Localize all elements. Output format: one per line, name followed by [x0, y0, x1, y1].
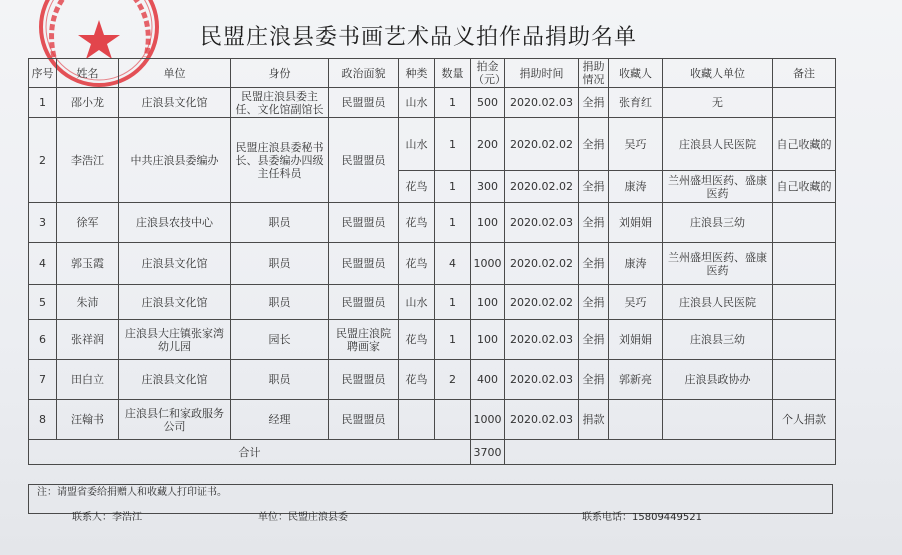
cell-qty: 1 — [435, 171, 471, 203]
cell-collector-unit: 庄浪县人民医院 — [663, 285, 773, 320]
cell-kind: 山水 — [399, 88, 435, 118]
contact-unit: 单位：民盟庄浪县委 — [258, 512, 348, 523]
cell-position: 民盟庄浪县委主任、文化馆副馆长 — [231, 88, 329, 118]
cell-time: 2020.02.03 — [505, 360, 579, 400]
cell-kind — [399, 400, 435, 440]
header-kind: 种类 — [399, 59, 435, 88]
cell-qty: 1 — [435, 285, 471, 320]
cell-time: 2020.02.03 — [505, 203, 579, 243]
cell-politics: 民盟盟员 — [329, 203, 399, 243]
cell-collector: 吴巧 — [609, 118, 663, 171]
table-row — [29, 88, 836, 118]
cell-no: 3 — [29, 203, 57, 243]
cell-name: 徐军 — [57, 203, 119, 243]
cell-collector-unit: 庄浪县三幼 — [663, 320, 773, 360]
cell-collector: 吴巧 — [609, 285, 663, 320]
cell-unit: 中共庄浪县委编办 — [119, 118, 231, 203]
cell-qty: 2 — [435, 360, 471, 400]
cell-no: 5 — [29, 285, 57, 320]
cell-kind: 花鸟 — [399, 203, 435, 243]
cell-status: 全捐 — [579, 203, 609, 243]
cell-note: 自己收藏的 — [773, 118, 836, 171]
cell-amount: 300 — [471, 171, 505, 203]
table-header-row — [29, 59, 836, 88]
cell-collector-unit: 兰州盛坦医药、盛康医药 — [663, 243, 773, 285]
cell-kind: 山水 — [399, 285, 435, 320]
total-label: 合计 — [29, 440, 471, 465]
cell-status: 捐款 — [579, 400, 609, 440]
cell-position: 职员 — [231, 360, 329, 400]
cell-collector-unit: 无 — [663, 88, 773, 118]
cell-note: 个人捐款 — [773, 400, 836, 440]
cell-collector-unit: 兰州盛坦医药、盛康医药 — [663, 171, 773, 203]
cell-position: 民盟庄浪县委秘书长、县委编办四级主任科员 — [231, 118, 329, 203]
document-title: 民盟庄浪县委书画艺术品义拍作品捐助名单 — [200, 25, 638, 50]
cell-position: 经理 — [231, 400, 329, 440]
contact-phone: 联系电话：15809449521 — [582, 512, 702, 523]
cell-amount: 100 — [471, 285, 505, 320]
footnote: 注：请盟省委给捐赠人和收藏人打印证书。 — [28, 484, 833, 514]
cell-name: 汪翰书 — [57, 400, 119, 440]
header-amount: 拍金（元） — [471, 59, 505, 88]
cell-collector-unit: 庄浪县人民医院 — [663, 118, 773, 171]
cell-politics: 民盟盟员 — [329, 88, 399, 118]
cell-kind: 花鸟 — [399, 320, 435, 360]
cell-position: 职员 — [231, 285, 329, 320]
header-qty: 数量 — [435, 59, 471, 88]
cell-unit: 庄浪县文化馆 — [119, 243, 231, 285]
cell-no: 8 — [29, 400, 57, 440]
cell-amount: 100 — [471, 203, 505, 243]
cell-time: 2020.02.02 — [505, 118, 579, 171]
cell-position: 园长 — [231, 320, 329, 360]
cell-politics: 民盟盟员 — [329, 360, 399, 400]
cell-kind: 花鸟 — [399, 360, 435, 400]
cell-amount: 500 — [471, 88, 505, 118]
seal-star-icon — [78, 20, 120, 59]
cell-politics: 民盟盟员 — [329, 400, 399, 440]
cell-note — [773, 88, 836, 118]
cell-status: 全捐 — [579, 285, 609, 320]
cell-collector: 康涛 — [609, 243, 663, 285]
cell-collector: 刘娟娟 — [609, 203, 663, 243]
header-collector: 收藏人 — [609, 59, 663, 88]
cell-status: 全捐 — [579, 243, 609, 285]
cell-name: 朱沛 — [57, 285, 119, 320]
cell-name: 邵小龙 — [57, 88, 119, 118]
cell-time: 2020.02.02 — [505, 171, 579, 203]
cell-name: 张祥润 — [57, 320, 119, 360]
cell-no: 1 — [29, 88, 57, 118]
cell-note: 自己收藏的 — [773, 171, 836, 203]
cell-collector: 康涛 — [609, 171, 663, 203]
cell-politics: 民盟庄浪院聘画家 — [329, 320, 399, 360]
cell-status: 全捐 — [579, 88, 609, 118]
cell-qty: 1 — [435, 320, 471, 360]
total-amount: 3700 — [471, 440, 505, 465]
cell-position: 职员 — [231, 243, 329, 285]
header-position: 身份 — [231, 59, 329, 88]
cell-collector — [609, 400, 663, 440]
cell-note — [773, 360, 836, 400]
cell-qty: 1 — [435, 88, 471, 118]
cell-status: 全捐 — [579, 118, 609, 171]
cell-kind: 花鸟 — [399, 243, 435, 285]
cell-qty: 4 — [435, 243, 471, 285]
cell-collector: 郭新亮 — [609, 360, 663, 400]
cell-collector-unit: 庄浪县政协办 — [663, 360, 773, 400]
cell-no: 6 — [29, 320, 57, 360]
header-collector-unit: 收藏人单位 — [663, 59, 773, 88]
cell-politics: 民盟盟员 — [329, 285, 399, 320]
table-row — [29, 320, 836, 360]
table-row — [29, 203, 836, 243]
cell-time: 2020.02.02 — [505, 243, 579, 285]
cell-time: 2020.02.02 — [505, 285, 579, 320]
cell-amount: 1000 — [471, 400, 505, 440]
cell-note — [773, 285, 836, 320]
header-no: 序号 — [29, 59, 57, 88]
cell-politics: 民盟盟员 — [329, 243, 399, 285]
cell-no: 4 — [29, 243, 57, 285]
cell-unit: 庄浪县农技中心 — [119, 203, 231, 243]
cell-collector-unit — [663, 400, 773, 440]
cell-unit: 庄浪县文化馆 — [119, 88, 231, 118]
cell-time: 2020.02.03 — [505, 400, 579, 440]
header-note: 备注 — [773, 59, 836, 88]
cell-collector-unit: 庄浪县三幼 — [663, 203, 773, 243]
cell-unit: 庄浪县文化馆 — [119, 360, 231, 400]
cell-amount: 1000 — [471, 243, 505, 285]
cell-amount: 200 — [471, 118, 505, 171]
cell-collector: 刘娟娟 — [609, 320, 663, 360]
cell-kind: 山水 — [399, 118, 435, 171]
cell-kind: 花鸟 — [399, 171, 435, 203]
cell-name: 李浩江 — [57, 118, 119, 203]
cell-note — [773, 243, 836, 285]
cell-time: 2020.02.03 — [505, 320, 579, 360]
cell-time: 2020.02.03 — [505, 88, 579, 118]
table-row — [29, 400, 836, 440]
header-unit: 单位 — [119, 59, 231, 88]
cell-name: 郭玉霞 — [57, 243, 119, 285]
total-blank — [505, 440, 836, 465]
cell-amount: 400 — [471, 360, 505, 400]
cell-qty: 1 — [435, 118, 471, 171]
cell-status: 全捐 — [579, 360, 609, 400]
cell-status: 全捐 — [579, 171, 609, 203]
cell-position: 职员 — [231, 203, 329, 243]
cell-no: 7 — [29, 360, 57, 400]
header-politics: 政治面貌 — [329, 59, 399, 88]
cell-status: 全捐 — [579, 320, 609, 360]
total-row — [29, 440, 836, 465]
table-row — [29, 360, 836, 400]
cell-qty: 1 — [435, 203, 471, 243]
cell-unit: 庄浪县文化馆 — [119, 285, 231, 320]
table-row — [29, 118, 836, 171]
cell-qty — [435, 400, 471, 440]
header-status: 捐助情况 — [579, 59, 609, 88]
cell-collector: 张育红 — [609, 88, 663, 118]
contact-person: 联系人：李浩江 — [72, 512, 142, 523]
cell-politics: 民盟盟员 — [329, 118, 399, 203]
table-row — [29, 243, 836, 285]
header-time: 捐助时间 — [505, 59, 579, 88]
cell-name: 田白立 — [57, 360, 119, 400]
donation-table — [28, 58, 836, 465]
table-row — [29, 285, 836, 320]
cell-note — [773, 320, 836, 360]
cell-unit: 庄浪县大庄镇张家湾幼儿园 — [119, 320, 231, 360]
cell-amount: 100 — [471, 320, 505, 360]
header-name: 姓名 — [57, 59, 119, 88]
cell-no: 2 — [29, 118, 57, 203]
cell-unit: 庄浪县仁和家政服务公司 — [119, 400, 231, 440]
cell-note — [773, 203, 836, 243]
